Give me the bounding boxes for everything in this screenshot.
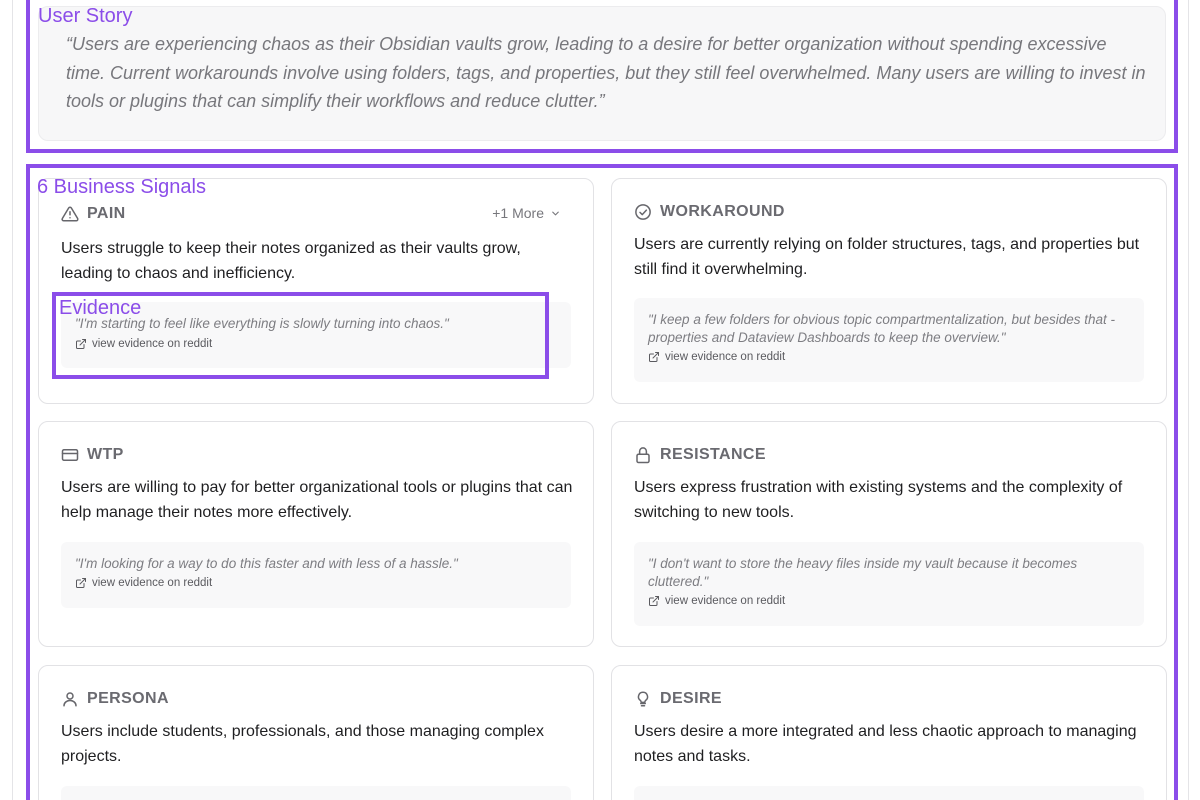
view-evidence-label: view evidence on reddit [665, 351, 786, 363]
user-story-annotation-box [26, 0, 1178, 153]
evidence-quote: "I keep a few folders for obvious topic compartmentalization, but besides that - properties and Dataview Dashboards to keep the overview." [648, 312, 1116, 345]
evidence-quote: "I'm starting to feel like everything is slowly turning into chaos." [75, 316, 449, 331]
evidence-annotation-label: Evidence [59, 297, 142, 319]
signal-description: Users desire a more integrated and less chaotic approach to managing notes and tasks. [634, 723, 1137, 765]
signals-annotation-label: 6 Business Signals [37, 176, 206, 198]
signals-annotation-box [26, 164, 1178, 800]
evidence-quote: "I don't want to store the heavy files inside my vault because it becomes cluttered." [648, 556, 1078, 589]
signal-description: Users express frustration with existing systems and the complexity of switching to new tools. [634, 479, 1123, 521]
view-evidence-label: view evidence on reddit [92, 577, 213, 589]
page-border-left [12, 0, 13, 800]
signal-kind-label: RESISTANCE [660, 446, 766, 463]
signal-description: Users are willing to pay for better organizational tools or plugins that can help manage their notes more effectively. [61, 479, 573, 521]
user-story-annotation-label: User Story [38, 5, 133, 27]
signal-kind-label: DESIRE [660, 690, 722, 707]
page-border-right [1188, 0, 1189, 800]
signal-description: Users include students, professionals, and those managing complex projects. [61, 723, 544, 765]
more-signals-label: +1 More [492, 205, 544, 221]
user-story-text: “Users are experiencing chaos as their Obsidian vaults grow, leading to a desire for better organization without spending excessive time. Current workarounds involve using folders, tags, and properties, but they still feel overwhelmed. Many users are willing to invest in tools or plugins that can simplify their workflows and reduce clutter.” [66, 34, 1146, 111]
evidence-quote: "I'm looking for a way to do this faster and with less of a hassle." [75, 556, 458, 571]
signal-kind-label: PAIN [87, 205, 126, 222]
signal-kind-label: WTP [87, 446, 124, 463]
signal-kind-label: WORKAROUND [660, 203, 785, 220]
view-evidence-label: view evidence on reddit [665, 595, 786, 607]
view-evidence-label: view evidence on reddit [92, 338, 213, 350]
signal-kind-label: PERSONA [87, 690, 169, 707]
signal-description: Users are currently relying on folder structures, tags, and properties but still find it overwhelming. [634, 236, 1140, 278]
signal-description: Users struggle to keep their notes organized as their vaults grow, leading to chaos and inefficiency. [61, 240, 521, 282]
